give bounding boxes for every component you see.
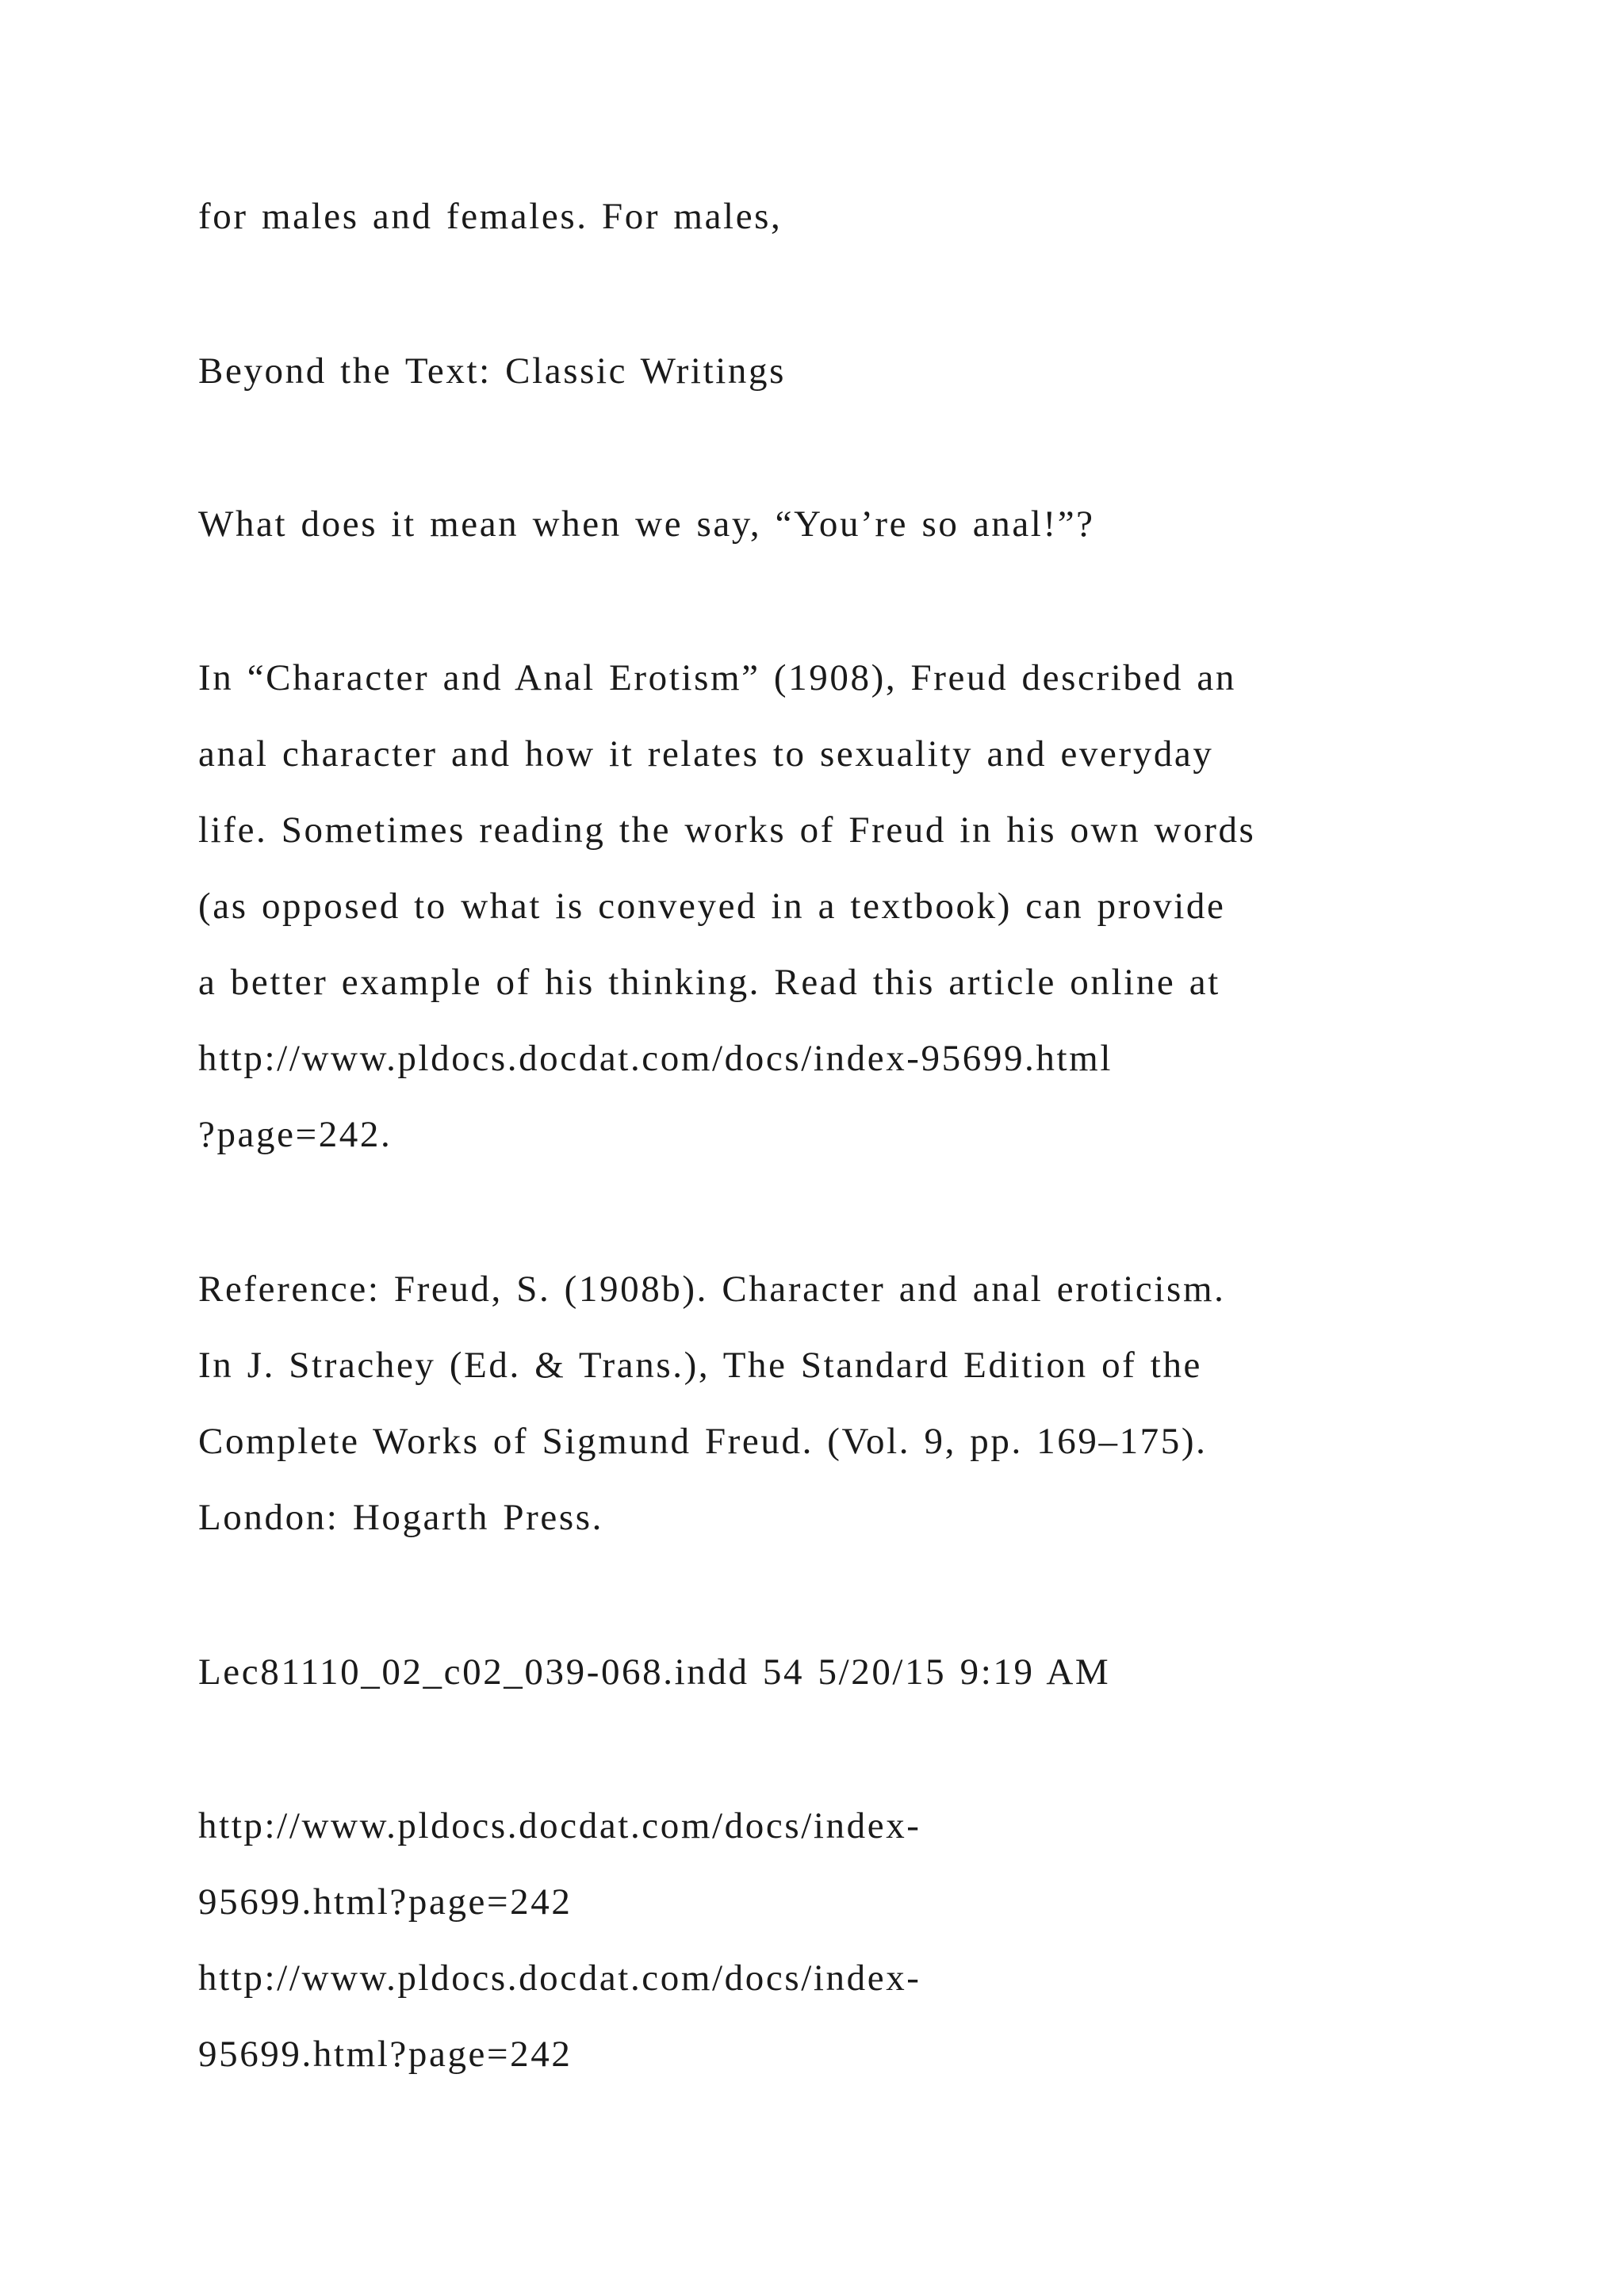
- section-heading: Beyond the Text: Classic Writings: [198, 350, 786, 392]
- paragraph-line: anal character and how it relates to sexuality and everyday: [198, 733, 1214, 775]
- paragraph-line: http://www.pldocs.docdat.com/docs/index-95699.html: [198, 1038, 1113, 1079]
- paragraph-line: In “Character and Anal Erotism” (1908), Freud described an: [198, 657, 1236, 698]
- url-line: 95699.html?page=242: [198, 2034, 573, 2075]
- section-question: What does it mean when we say, “You’re so anal!”?: [198, 503, 1095, 545]
- reference-line: In J. Strachey (Ed. & Trans.), The Standard Edition of the: [198, 1345, 1202, 1386]
- url-line: 95699.html?page=242: [198, 1881, 573, 1923]
- url-line: http://www.pldocs.docdat.com/docs/index-: [198, 1957, 921, 1999]
- url-line: http://www.pldocs.docdat.com/docs/index-: [198, 1805, 921, 1846]
- print-slug: Lec81110_02_c02_039-068.indd 54 5/20/15 9:19 AM: [198, 1651, 1111, 1693]
- reference-line: Reference: Freud, S. (1908b). Character and anal eroticism.: [198, 1269, 1226, 1310]
- reference-line: London: Hogarth Press.: [198, 1497, 603, 1538]
- paragraph-line: life. Sometimes reading the works of Freud in his own words: [198, 809, 1256, 851]
- reference-line: Complete Works of Sigmund Freud. (Vol. 9, pp. 169–175).: [198, 1421, 1208, 1462]
- paragraph-line: (as opposed to what is conveyed in a textbook) can provide: [198, 886, 1226, 927]
- paragraph-line: a better example of his thinking. Read this article online at: [198, 962, 1220, 1003]
- paragraph-line: ?page=242.: [198, 1114, 393, 1155]
- text-line-males: for males and females. For males,: [198, 196, 783, 237]
